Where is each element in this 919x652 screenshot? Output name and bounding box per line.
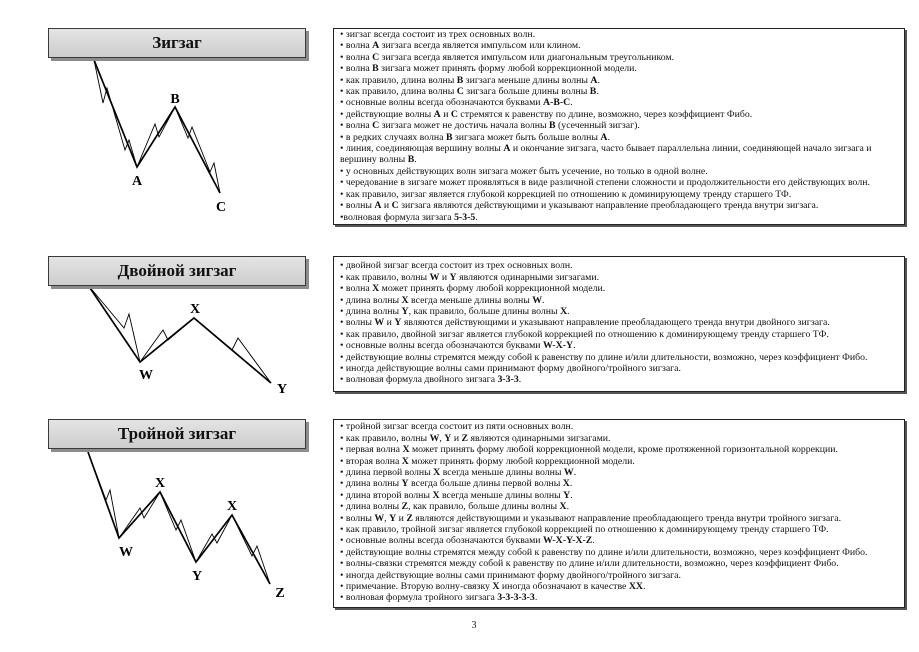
item-text: • тройной зигзаг всегда состоит из пяти основных волн. <box>340 421 574 433</box>
item-text: • волны <box>340 512 375 524</box>
wave-letter: Z <box>406 512 413 524</box>
item-text: • длина волны <box>340 305 402 317</box>
wave-letter: W-X-Y <box>542 340 574 352</box>
list-item <box>340 592 896 603</box>
triple-zigzag-rules-box <box>333 419 905 608</box>
wave-letter: Y <box>401 305 409 317</box>
main-wave-line <box>94 60 220 193</box>
list-item <box>340 421 896 432</box>
wave-letter: X <box>559 501 567 513</box>
list-item <box>340 40 896 51</box>
list-item <box>340 524 896 535</box>
item-text: • действующие волны стремятся между собой к равенству по длине и/или длительности, возможно, через коэффициент Фибо. <box>340 546 868 558</box>
wave-label-w: W <box>139 368 153 383</box>
list-item <box>340 132 896 143</box>
wave-letter: Y <box>449 271 457 283</box>
item-text: . <box>570 489 573 501</box>
item-text: и <box>451 432 462 444</box>
item-text: • иногда действующие волны сами принимают форму двойного/тройного зигзага. <box>340 362 681 374</box>
wave-letter: W <box>374 317 385 329</box>
item-text: • длина второй волны <box>340 489 433 501</box>
item-text: зигзага всегда является импульсом или клином. <box>379 40 581 52</box>
item-text: , как правило, больше длины волны <box>408 305 561 317</box>
wave-letter: W-X-Y-X-Z <box>542 535 593 547</box>
item-text: •волновая формула зигзага <box>340 211 455 223</box>
item-text: • волны <box>340 317 375 329</box>
wave-letter: XX <box>628 580 643 592</box>
item-text: и окончание зигзага, часто бывает параллельна линии, соединяющей начало зигзага и вершину волны <box>340 143 872 166</box>
wave-letter: W <box>374 512 385 524</box>
wave-letter: С <box>391 200 399 212</box>
item-text: • волны <box>340 200 375 212</box>
item-text: . <box>573 466 577 478</box>
wave-letter: X <box>372 283 380 295</box>
wave-label-x: X <box>226 499 238 514</box>
item-text: • действующие волны <box>340 108 434 120</box>
item-text: зигзага меньше длины волны <box>463 74 591 86</box>
wave-letter: W <box>429 432 440 444</box>
list-item <box>340 306 896 317</box>
wave-letter: С <box>456 86 464 98</box>
item-text: может принять форму любой коррекционной модели. <box>408 455 635 467</box>
list-item <box>340 581 896 592</box>
item-text: • основные волны всегда обозначаются буквами <box>340 97 543 109</box>
item-text: всегда меньше длины волны <box>408 294 533 306</box>
double-zigzag-rules-box <box>333 256 905 392</box>
item-text: , как правило, больше длины волны <box>408 501 560 513</box>
wave-label-b: B <box>170 92 180 107</box>
item-text: . <box>542 294 545 306</box>
item-text: являются одинарными зигзагами. <box>468 432 611 444</box>
wave-label-y: Y <box>276 382 288 397</box>
item-text: и <box>396 512 407 524</box>
item-text: • длина первой волны <box>340 466 434 478</box>
wave-label-w: W <box>119 545 133 560</box>
list-item <box>340 97 896 108</box>
item-text: • длина волны <box>340 294 402 306</box>
item-text: может принять форму любой коррекционной модели, кроме протяженной горизонтальной коррекции. <box>409 444 838 456</box>
item-text: зигзага являются действующими и указывают направление преобладающего тренда внутри зигзага. <box>398 200 819 212</box>
wave-letter: X <box>562 478 570 490</box>
item-text: • основные волны всегда обозначаются буквами <box>340 340 543 352</box>
wave-letter: X <box>401 294 409 306</box>
item-text: • двойной зигзаг всегда состоит из трех основных волн. <box>340 260 573 272</box>
wave-letter: А <box>600 131 608 143</box>
list-item <box>340 467 896 478</box>
list-item <box>340 260 896 271</box>
wave-letter: В <box>445 131 453 143</box>
wave-letter: W <box>429 271 440 283</box>
item-text: , <box>439 432 445 444</box>
wave-label-a: A <box>131 174 143 189</box>
wave-letter: X <box>560 305 568 317</box>
item-text: . <box>475 211 478 223</box>
item-text: • волновая формула тройного зигзага <box>340 592 498 604</box>
wave-letter: X <box>432 489 440 501</box>
wave-letter: Y <box>394 317 402 329</box>
item-text: являются одинарными зигзагами. <box>456 271 600 283</box>
wave-letter: X <box>401 455 409 467</box>
list-item <box>340 570 896 581</box>
list-item <box>340 433 896 444</box>
wave-letter: X <box>402 444 410 456</box>
item-text: зигзага может не достичь начала волны <box>379 120 550 132</box>
item-text: • волна <box>340 63 373 75</box>
item-text: . <box>573 340 576 352</box>
wave-letter: X <box>492 580 500 592</box>
list-item <box>340 444 896 455</box>
wave-letter: Z <box>461 432 469 444</box>
item-text: • действующие волны стремятся между собой к равенству по длине и/или длительности, возможно, через коэффициент Фибо. <box>340 351 868 363</box>
wave-letter: С <box>372 51 380 63</box>
item-text: • вторая волна <box>340 455 402 467</box>
list-item <box>340 75 896 86</box>
item-text: • волна <box>340 120 373 132</box>
wave-letter: Y <box>389 512 397 524</box>
list-item <box>340 177 896 188</box>
item-text: • волна <box>340 283 373 295</box>
triple-zigzag-title: Тройной зигзаг <box>48 419 306 449</box>
item-text: • иногда действующие волны сами принимают форму двойного/тройного зигзага. <box>340 569 681 581</box>
item-text: . <box>518 374 522 386</box>
list-item <box>340 374 896 385</box>
list-item <box>340 558 896 569</box>
item-text: • как правило, длина волны <box>340 86 457 98</box>
list-item <box>340 109 896 120</box>
item-text: зигзага всегда является импульсом или диагональным треугольником. <box>379 51 675 63</box>
wave-letter: В <box>407 154 415 166</box>
list-item <box>340 490 896 501</box>
item-text: и <box>381 200 392 212</box>
item-text: . <box>566 501 570 513</box>
wave-letter: В <box>549 120 556 132</box>
wave-letter: W <box>532 294 543 306</box>
wave-letter: Y <box>401 478 409 490</box>
zigzag-title: Зигзаг <box>48 28 306 58</box>
item-text: • зигзаг всегда состоит из трех основных волн. <box>340 29 536 40</box>
wave-letter: А <box>590 74 598 86</box>
wave-letter: С <box>372 120 380 132</box>
item-text: зигзага больше длины волны <box>463 86 590 98</box>
item-text: • в редких случаях волна <box>340 131 446 143</box>
list-item <box>340 189 896 200</box>
wave-diagrams <box>0 0 330 652</box>
list-item <box>340 295 896 306</box>
wave-letter: 3-3-3 <box>497 374 519 386</box>
item-text: и <box>439 271 450 283</box>
wave-letter: А <box>374 200 382 212</box>
item-text: • как правило, двойной зигзаг является глубокой коррекцией по отношению к доминирующему тренду старшего ТФ. <box>340 328 829 340</box>
wave-label-c: C <box>215 200 227 215</box>
wave-letter: Z <box>401 501 409 513</box>
item-text: • как правило, волны <box>340 432 430 444</box>
item-text: . <box>597 74 600 86</box>
item-text: • волна <box>340 40 373 52</box>
list-item <box>340 166 896 177</box>
item-text: • как правило, волны <box>340 271 430 283</box>
wave-letter: Y <box>563 489 571 501</box>
item-text: всегда меньше длины волны <box>439 489 564 501</box>
double-zigzag-title: Двойной зигзаг <box>48 256 306 286</box>
list-item <box>340 143 896 166</box>
item-text: • примечание. Вторую волну-связку <box>340 580 493 592</box>
double-zigzag-diagram <box>88 285 287 397</box>
item-text: • основные волны всегда обозначаются буквами <box>340 535 543 547</box>
item-text: стремятся к равенству по длине, возможно, через коэффициент Фибо. <box>457 108 753 120</box>
item-text: и <box>384 317 395 329</box>
wave-letter: 5-3-5 <box>454 211 476 223</box>
wave-letter: А <box>372 40 380 52</box>
wave-letter: 3-3-3-3-3 <box>497 592 535 604</box>
item-text: являются действующими и указывают направление преобладающего тренда внутри тройного зигзага. <box>412 512 842 524</box>
wave-label-y: Y <box>191 569 203 584</box>
item-text: . <box>569 478 573 490</box>
item-text: • у основных действующих волн зигзага может быть усечение, но только в одной волне. <box>340 165 708 177</box>
wave-letter: В <box>456 74 464 86</box>
wave-letter: А <box>433 108 441 120</box>
list-item <box>340 501 896 512</box>
wave-letter: Y <box>444 432 452 444</box>
list-item <box>340 478 896 489</box>
wave-letter: X <box>433 466 441 478</box>
item-text: всегда больше длины первой волны <box>408 478 563 490</box>
list-item <box>340 340 896 351</box>
item-text: . <box>607 131 610 143</box>
list-item <box>340 63 896 74</box>
list-item <box>340 352 896 363</box>
wave-letter: В <box>372 63 379 75</box>
wave-letter: А <box>503 143 511 155</box>
item-text: (усеченный зигзаг). <box>555 120 640 132</box>
item-text: иногда обозначают в качестве <box>499 580 629 592</box>
item-text: . <box>414 154 417 166</box>
wave-label-z: Z <box>275 586 285 601</box>
wave-letter: С <box>450 108 458 120</box>
item-text: и <box>440 108 451 120</box>
list-item <box>340 200 896 211</box>
item-text: может принять форму любой коррекционной модели. <box>379 283 606 295</box>
wave-letter: В <box>589 86 597 98</box>
item-text: . <box>596 86 599 98</box>
item-text: всегда меньше длины волны <box>440 466 564 478</box>
main-wave-line <box>88 285 271 383</box>
list-item <box>340 363 896 374</box>
list-item <box>340 513 896 524</box>
item-text: . <box>592 535 595 547</box>
triple-zigzag-diagram <box>88 452 285 601</box>
list-item <box>340 52 896 63</box>
item-text: • линия, соединяющая вершину волны <box>340 143 504 155</box>
item-text: • первая волна <box>340 444 403 456</box>
list-item <box>340 317 896 328</box>
item-text: зигзага может принять форму любой коррекционной модели. <box>378 63 637 75</box>
zigzag-rules-box <box>333 28 905 225</box>
list-item <box>340 547 896 558</box>
list-item <box>340 535 896 546</box>
item-text: . <box>567 305 570 317</box>
wave-label-x: X <box>189 302 201 317</box>
item-text: • как правило, зигзаг является глубокой коррекцией по отношению к доминирующему тренду старшего ТФ. <box>340 188 792 200</box>
list-item <box>340 29 896 40</box>
list-item <box>340 456 896 467</box>
list-item <box>340 329 896 340</box>
item-text: • волна <box>340 51 373 63</box>
item-text: • длина волны <box>340 478 402 490</box>
item-text: , <box>384 512 390 524</box>
item-text: . <box>643 580 646 592</box>
list-item <box>340 86 896 97</box>
item-text: • как правило, тройной зигзаг является глубокой коррекцией по отношению к доминирующему тренду старшего ТФ. <box>340 523 829 535</box>
wave-label-x: X <box>154 476 166 491</box>
item-text: • волны-связки стремятся между собой к равенству по длине и/или длительности, возможно, через коэффициент Фибо. <box>340 558 839 570</box>
page-number: 3 <box>471 620 477 631</box>
item-text: зигзага может быть больше волны <box>452 131 601 143</box>
list-item <box>340 212 896 223</box>
zigzag-diagram <box>94 60 226 215</box>
item-text: . <box>570 97 573 109</box>
list-item <box>340 120 896 131</box>
item-text: являются действующими и указывают направление преобладающего тренда внутри двойного зигзага. <box>401 317 830 329</box>
item-text: • как правило, длина волны <box>340 74 457 86</box>
list-item <box>340 283 896 294</box>
item-text: • длина волны <box>340 501 402 513</box>
item-text: • волновая формула двойного зигзага <box>340 374 498 386</box>
item-text: . <box>534 592 538 604</box>
wave-letter: W <box>563 466 574 478</box>
wave-letter: А-В-С <box>542 97 571 109</box>
list-item <box>340 272 896 283</box>
item-text: • чередование в зигзаге может проявляться в виде различной степени сложности и продолжительности его действующих волн. <box>340 177 870 189</box>
